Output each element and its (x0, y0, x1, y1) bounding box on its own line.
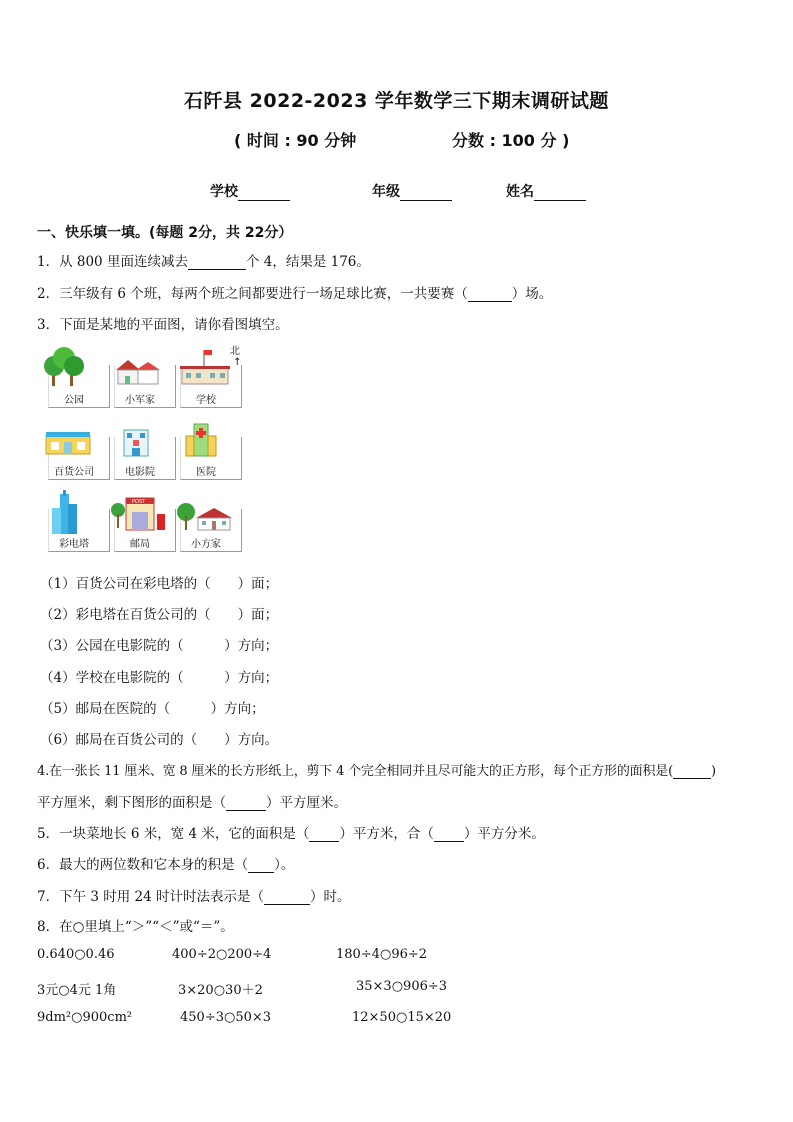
grade-blank[interactable] (400, 186, 452, 201)
compare-2-1: 3元○4元 1角 (37, 983, 117, 998)
store-icon (42, 418, 98, 462)
map-cell-xiaofang-home (170, 490, 242, 552)
answer-blank[interactable] (468, 287, 512, 302)
name-blank[interactable] (534, 186, 586, 201)
tree-icon (42, 346, 90, 390)
answer-blank[interactable] (309, 827, 339, 842)
school-blank[interactable] (238, 186, 290, 201)
question-3-item-2: （2）彩电塔在百货公司的（ ）面； (40, 607, 279, 623)
city-map (38, 342, 242, 556)
map-label: 小方家 (191, 539, 221, 550)
map-cell-tv-tower (38, 490, 110, 552)
answer-blank[interactable] (226, 796, 266, 811)
map-cell-xiaojun-home (104, 346, 176, 408)
compare-3-1: 9dm²○900cm² (37, 1010, 133, 1025)
north-indicator: 北 ↑ (230, 346, 242, 368)
question-3-item-5: （5）邮局在医院的（ ）方向； (40, 701, 265, 717)
name-field (506, 181, 586, 201)
map-cell-department-store (38, 418, 110, 480)
question-1: 1．从 800 里面连续减去 个 4，结果是 176。 (37, 254, 370, 270)
page-title: 石阡县 2022-2023 学年数学三下期末调研试题 (184, 90, 609, 112)
school-label: 学校 (210, 184, 238, 200)
question-3-item-1: （1）百货公司在彩电塔的（ ）面； (40, 576, 279, 592)
compare-1-1: 0.640○0.46 (37, 947, 115, 962)
map-label: 电影院 (125, 467, 155, 478)
map-label: 百货公司 (54, 467, 94, 478)
name-label: 姓名 (506, 184, 534, 200)
hospital-icon (174, 418, 230, 462)
compare-1-3: 180÷4○96÷2 (336, 947, 428, 962)
question-3-item-3: （3）公园在电影院的（ ）方向； (40, 638, 279, 654)
answer-blank[interactable] (188, 255, 246, 270)
grade-label: 年级 (372, 184, 400, 200)
exam-score: 分数 : 100 分 ) (452, 131, 570, 150)
question-7: 7．下午 3 时用 24 时计时法表示是（ ）时。 (37, 889, 351, 905)
answer-blank[interactable] (264, 890, 310, 905)
answer-blank[interactable] (673, 764, 711, 779)
map-label: 公园 (64, 395, 84, 406)
cinema-icon (108, 418, 164, 462)
compare-2-3: 35×3○906÷3 (356, 979, 448, 994)
svg-text:POST: POST (132, 499, 146, 505)
tower-icon (42, 490, 92, 538)
question-4: 4.在一张长 11 厘米、宽 8 厘米的长方形纸上，剪下 4 个完全相同并且尽可能大的正方形，每个正方形的面积是( ) (37, 764, 716, 779)
question-3-item-6: （6）邮局在百货公司的（ ）方向。 (40, 732, 279, 748)
map-label: 学校 (196, 395, 216, 406)
section-heading: 一、快乐填一填。(每题 2分，共 22分） (37, 225, 293, 241)
exam-time: ( 时间 : 90 分钟 (234, 131, 357, 150)
map-label: 医院 (196, 467, 216, 478)
map-label: 邮局 (130, 539, 150, 550)
question-3-item-4: （4）学校在电影院的（ ）方向； (40, 670, 279, 686)
map-cell-hospital (170, 418, 242, 480)
question-2: 2．三年级有 6 个班，每两个班之间都要进行一场足球比赛，一共要赛（ ）场。 (37, 286, 553, 302)
answer-blank[interactable] (434, 827, 464, 842)
compare-3-2: 450÷3○50×3 (180, 1010, 272, 1025)
school-field (210, 181, 290, 201)
question-8: 8．在○里填上“＞”“＜”或“＝”。 (37, 919, 234, 935)
house-icon (108, 346, 168, 390)
map-cell-cinema (104, 418, 176, 480)
map-cell-school (170, 346, 242, 408)
grade-field (372, 181, 452, 201)
house-icon (174, 490, 238, 538)
compare-2-2: 3×20○30＋2 (178, 983, 263, 998)
question-5: 5．一块菜地长 6 米，宽 4 米，它的面积是（ ）平方米，合（ ）平方分米。 (37, 826, 545, 842)
question-3: 3．下面是某地的平面图，请你看图填空。 (37, 317, 289, 333)
map-cell-park (38, 346, 110, 408)
map-label: 彩电塔 (59, 539, 89, 550)
post-office-icon (108, 490, 170, 538)
answer-blank[interactable] (248, 858, 274, 873)
question-6: 6．最大的两位数和它本身的积是（ ）。 (37, 857, 295, 873)
compare-3-3: 12×50○15×20 (352, 1010, 452, 1025)
compare-1-2: 400÷2○200÷4 (172, 947, 272, 962)
map-cell-post-office (104, 490, 176, 552)
school-icon (174, 346, 236, 390)
question-4-cont: 平方厘米，剩下图形的面积是（ ）平方厘米。 (37, 795, 347, 811)
map-label: 小军家 (125, 395, 155, 406)
